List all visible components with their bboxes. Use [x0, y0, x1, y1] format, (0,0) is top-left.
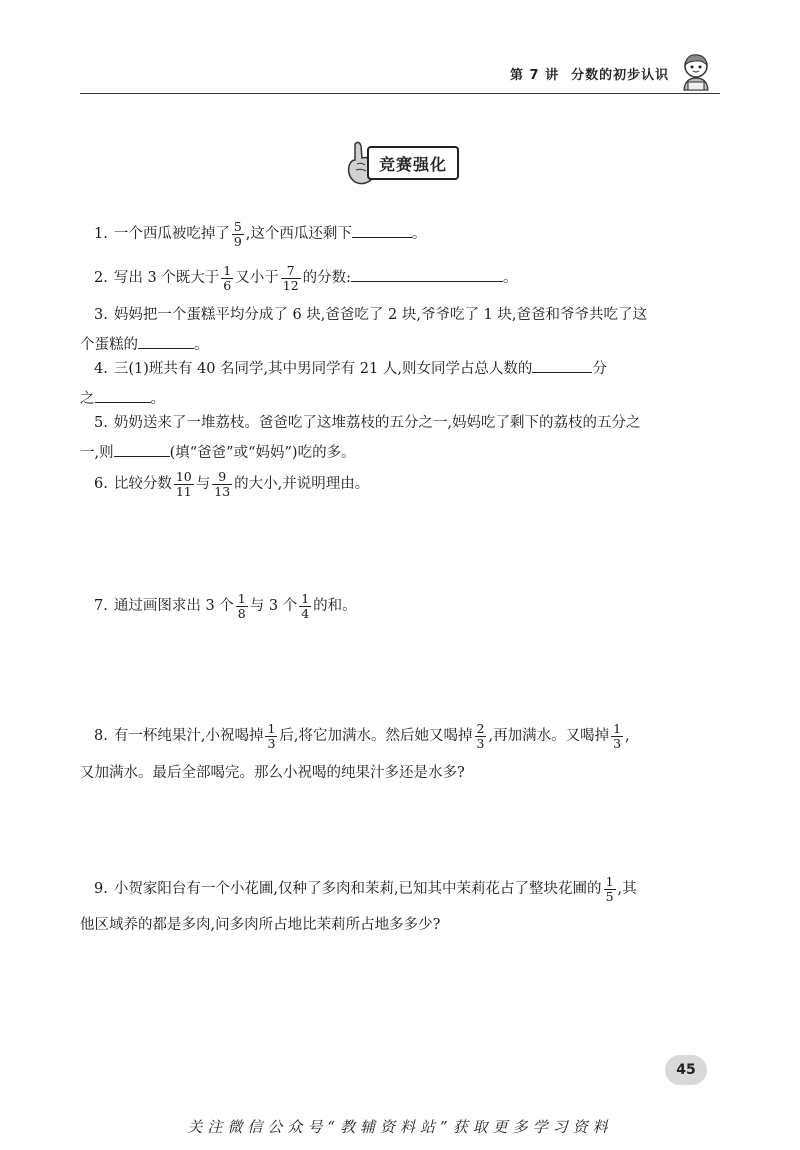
answer-blank[interactable]	[95, 386, 151, 403]
answer-blank[interactable]	[351, 265, 503, 282]
question-9: 9. 小贺家阳台有一个小花圃,仅种了多肉和茉莉,已知其中茉莉花占了整块花圃的 $\frac{1}{5}$ ,其	[94, 873, 637, 904]
question-8: 8. 有一杯纯果汁,小祝喝掉 $\frac{1}{3}$ 后,将它加满水。然后她又喝掉 $\frac{2}{3}$ ,再加满水。又喝掉 $\frac{1}{3}$ ,	[94, 720, 630, 751]
section-title: 竞赛强化	[367, 146, 459, 180]
page-number: 45	[665, 1055, 707, 1085]
question-8-line-2: 又加满水。最后全部喝完。那么小祝喝的纯果汁多还是水多?	[80, 765, 465, 781]
question-9-line-2: 他区域养的都是多肉,问多肉所占地比茉莉所占地多多少?	[80, 917, 441, 933]
running-header	[510, 64, 681, 83]
fraction: $\frac{1}{8}$	[237, 590, 246, 621]
question-5: 5. 奶奶送来了一堆荔枝。爸爸吃了这堆荔枝的五分之一,妈妈吃了剩下的荔枝的五分之	[94, 415, 641, 431]
fraction: $\frac{7}{12}$	[282, 262, 299, 293]
question-3: 3. 妈妈把一个蛋糕平均分成了 6 块,爸爸吃了 2 块,爷爷吃了 1 块,爸爸和爷爷共吃了这	[94, 307, 647, 323]
fraction: $\frac{10}{11}$	[175, 468, 192, 499]
fraction: $\frac{2}{3}$	[476, 720, 485, 751]
section-badge	[345, 138, 460, 188]
question-7: 7. 通过画图求出 3 个 $\frac{1}{8}$ 与 3 个 $\frac{1}{4}$ 的和。	[94, 590, 357, 621]
answer-blank[interactable]	[532, 356, 592, 373]
question-4-line-2: 之 。	[80, 383, 700, 415]
question-4: 4. 三(1)班共有 40 名同学,其中男同学有 21 人,则女同学占总人数的 分	[94, 353, 714, 385]
lecture-number: 第 7 讲	[510, 68, 560, 83]
question-5-line-2: 一,则 (填“爸爸”或“妈妈”)吃的多。	[80, 437, 700, 469]
fraction: $\frac{1}{6}$	[223, 262, 232, 293]
fraction: $\frac{1}{4}$	[301, 590, 310, 621]
chapter-title: 分数的初步认识	[571, 68, 670, 83]
header-rule	[80, 93, 720, 94]
question-2: 2. 写出 3 个既大于 $\frac{1}{6}$ 又小于 $\frac{7}{12}$ 的分数: 。	[94, 262, 518, 293]
fraction: $\frac{9}{13}$	[214, 468, 231, 499]
mascot-girl-icon	[678, 52, 714, 92]
question-6: 6. 比较分数 $\frac{10}{11}$ 与 $\frac{9}{13}$ 的大小,并说明理由。	[94, 468, 370, 499]
fraction: $\frac{1}{3}$	[267, 720, 276, 751]
answer-blank[interactable]	[114, 440, 170, 457]
fraction: $\frac{1}{5}$	[605, 873, 614, 904]
fraction: $\frac{5}{9}$	[233, 218, 242, 249]
fraction: $\frac{1}{3}$	[613, 720, 622, 751]
answer-blank[interactable]	[138, 332, 194, 349]
question-1: 1. 一个西瓜被吃掉了 $\frac{5}{9}$ ,这个西瓜还剩下 。	[94, 218, 427, 249]
answer-blank[interactable]	[352, 221, 412, 238]
question-3-line-2: 个蛋糕的 。	[80, 329, 700, 361]
footer-note: 关注微信公众号“教辅资料站”获取更多学习资料	[187, 1118, 613, 1136]
